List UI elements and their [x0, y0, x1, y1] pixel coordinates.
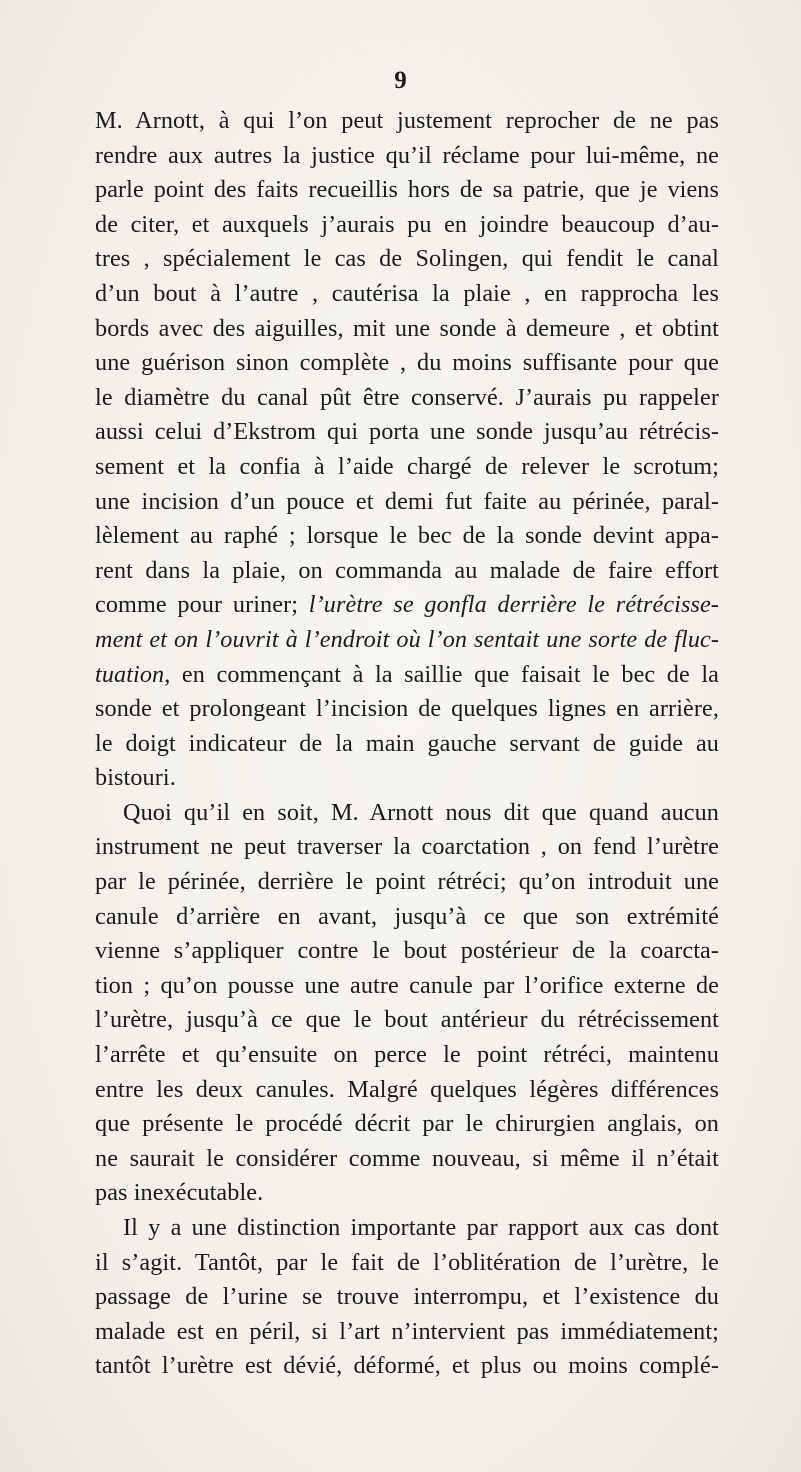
text-line [95, 277, 719, 312]
text-line [95, 312, 719, 347]
italic-run: ment et on l’ouvrit à l’endroit où l’on sentait une sorte de fluc- [95, 625, 719, 653]
text-line [95, 1349, 719, 1384]
text-run: l’arrête et qu’ensuite on perce le point rétréci, maintenu [95, 1041, 719, 1069]
text-run: sonde et prolongeant l’incision de quelques lignes en arrière, [95, 695, 719, 723]
text-run: que présente le procédé décrit par le chirurgien anglais, on [95, 1110, 719, 1138]
text-line [95, 450, 719, 485]
text-line [95, 865, 719, 900]
text-line [95, 796, 719, 831]
text-run: Quoi qu’il en soit, M. Arnott nous dit que quand aucun [123, 798, 719, 826]
text-run: lèlement au raphé ; lorsque le bec de la sonde devint appa- [95, 522, 719, 550]
text-run: aussi celui d’Ekstrom qui porta une sonde jusqu’au rétrécis- [95, 418, 719, 446]
text-run: ne saurait le considérer comme nouveau, si même il n’était [95, 1144, 719, 1172]
text-line [95, 346, 719, 381]
text-line [95, 173, 719, 208]
text-line [95, 1073, 719, 1108]
text-run: tantôt l’urètre est dévié, déformé, et plus ou moins complé- [95, 1352, 719, 1380]
page-number: 9 [394, 67, 407, 94]
text-run: par le périnée, derrière le point rétréci; qu’on introduit une [95, 868, 719, 896]
text-line [95, 415, 719, 450]
text-run: d’un bout à l’autre , cautérisa la plaie , en rapprocha les [95, 279, 719, 307]
text-line [95, 1211, 719, 1246]
text-run: il s’agit. Tantôt, par le fait de l’oblitération de l’urètre, le [95, 1248, 719, 1276]
text-line [95, 1176, 719, 1211]
text-line [95, 1246, 719, 1281]
text-run: une incision d’un pouce et demi fut faite au périnée, paral- [95, 487, 719, 515]
text-line [95, 485, 719, 520]
text-run: , en commençant à la saillie que faisait le bec de la [164, 660, 719, 688]
body-text [95, 104, 719, 1384]
text-line [95, 900, 719, 935]
text-line [95, 1142, 719, 1177]
text-line [95, 692, 719, 727]
text-run: comme pour uriner; [95, 591, 309, 619]
text-line [95, 1280, 719, 1315]
text-line [95, 934, 719, 969]
text-run: une guérison sinon complète , du moins suffisante pour que [95, 349, 719, 377]
text-run: passage de l’urine se trouve interrompu, et l’existence du [95, 1283, 719, 1311]
text-run: entre les deux canules. Malgré quelques légères différences [95, 1075, 719, 1103]
text-line [95, 588, 719, 623]
text-line [95, 519, 719, 554]
text-run: rent dans la plaie, on commanda au malade de faire effort [95, 556, 719, 584]
text-run: Il y a une distinction importante par rapport aux cas dont [123, 1214, 719, 1241]
text-line [95, 658, 719, 693]
text-run: parle point des faits recueillis hors de sa patrie, que je viens [95, 176, 719, 204]
text-run: bords avec des aiguilles, mit une sonde à demeure , et obtint [95, 314, 719, 342]
text-line [95, 623, 719, 658]
text-line [95, 830, 719, 865]
text-line [95, 139, 719, 174]
text-run: pas inexécutable. [95, 1179, 264, 1207]
text-line [95, 761, 719, 796]
text-line [95, 727, 719, 762]
italic-run: l’urètre se gonfla derrière le rétrécisse- [308, 591, 719, 619]
text-run: de citer, et auxquels j’aurais pu en joindre beaucoup d’au- [95, 210, 719, 238]
text-run: M. Arnott, à qui l’on peut justement reprocher de ne pas [95, 107, 719, 134]
text-run: rendre aux autres la justice qu’il réclame pour lui-même, ne [95, 141, 719, 169]
text-run: le diamètre du canal pût être conservé. J’aurais pu rappeler [95, 383, 719, 411]
text-line [95, 242, 719, 277]
italic-run: tuation [95, 660, 165, 688]
text-line [95, 1315, 719, 1350]
text-line [95, 1107, 719, 1142]
text-run: vienne s’appliquer contre le bout postérieur de la coarcta- [95, 937, 719, 965]
text-run: instrument ne peut traverser la coarctation , on fend l’urètre [95, 833, 719, 861]
text-run: sement et la confia à l’aide chargé de relever le scrotum; [95, 452, 719, 480]
text-run: malade est en péril, si l’art n’intervient pas immédiatement; [95, 1317, 719, 1345]
text-run: l’urètre, jusqu’à ce que le bout antérieur du rétrécissement [95, 1006, 719, 1034]
text-line [95, 969, 719, 1004]
text-run: tion ; qu’on pousse une autre canule par l’orifice externe de [95, 971, 719, 999]
text-run: le doigt indicateur de la main gauche servant de guide au [95, 729, 719, 757]
text-line [95, 1003, 719, 1038]
text-line [95, 554, 719, 589]
text-line [95, 1038, 719, 1073]
text-run: tres , spécialement le cas de Solingen, qui fendit le canal [95, 245, 719, 273]
text-line [95, 104, 719, 139]
text-run: bistouri. [95, 764, 176, 792]
text-line [95, 208, 719, 243]
text-line [95, 381, 719, 416]
text-run: canule d’arrière en avant, jusqu’à ce que son extrémité [95, 902, 719, 930]
